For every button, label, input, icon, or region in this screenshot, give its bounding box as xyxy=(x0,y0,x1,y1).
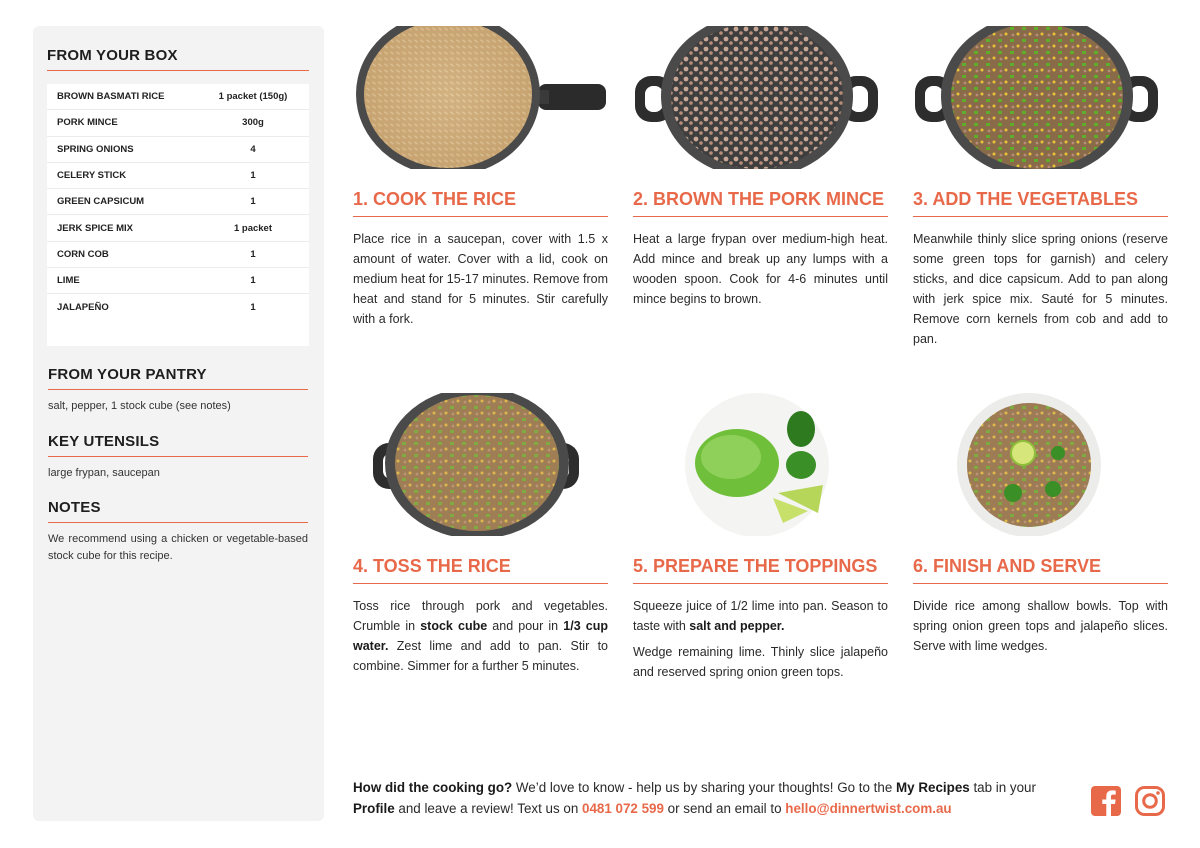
ingredient-row xyxy=(47,110,309,136)
feedback-footer xyxy=(353,778,1073,820)
served-bowl-photo xyxy=(913,393,1168,536)
pantry-heading: FROM YOUR PANTRY xyxy=(48,366,308,390)
ingredient-row xyxy=(47,189,309,215)
ingredient-row xyxy=(47,163,309,189)
feedback-question: How did the cooking go? xyxy=(353,780,513,795)
ingredient-name: LIME xyxy=(57,275,80,287)
step-1-text: Place rice in a saucepan, cover with 1.5 x amount of water. Cover with a lid, cook on medium heat for 15-17 minutes. Remove from heat and stand for 5 minutes. Stir carefully with a fork. xyxy=(353,232,608,326)
facebook-icon[interactable] xyxy=(1090,785,1122,817)
step-1-body xyxy=(353,229,608,329)
ingredient-row xyxy=(47,137,309,163)
from-your-box-heading: FROM YOUR BOX xyxy=(47,47,309,71)
step-2-body xyxy=(633,229,888,309)
ingredient-qty: 4 xyxy=(250,143,256,155)
step-5-salt-pepper: salt and pepper. xyxy=(689,619,785,633)
step-2-title: 2. BROWN THE PORK MINCE xyxy=(633,189,888,217)
vegetables-in-frypan-photo xyxy=(913,26,1168,169)
step-4-title: 4. TOSS THE RICE xyxy=(353,556,608,584)
ingredients-table xyxy=(47,84,309,346)
ingredient-name: JERK SPICE MIX xyxy=(57,222,134,234)
ingredient-name: GREEN CAPSICUM xyxy=(57,196,145,208)
ingredient-row xyxy=(47,268,309,294)
ingredient-row xyxy=(47,215,309,241)
profile-label: Profile xyxy=(353,800,395,816)
ingredient-name: CELERY STICK xyxy=(57,170,127,182)
ingredient-qty: 1 xyxy=(250,196,256,208)
phone-number-link[interactable]: 0481 072 599 xyxy=(582,800,664,816)
step-1 xyxy=(353,26,608,329)
footer-text: tab in your xyxy=(969,780,1036,795)
ingredient-qty: 300g xyxy=(242,117,264,129)
ingredient-qty: 1 xyxy=(250,170,256,182)
footer-text: We’d love to know - help us by sharing your thoughts! Go to the xyxy=(512,780,897,795)
instagram-icon[interactable] xyxy=(1134,785,1166,817)
step-4-text xyxy=(353,596,608,676)
rice-in-saucepan-photo xyxy=(353,26,608,169)
step-6-body xyxy=(913,596,1168,656)
step-5 xyxy=(633,393,888,682)
ingredient-row xyxy=(47,242,309,268)
step-1-title: 1. COOK THE RICE xyxy=(353,189,608,217)
ingredient-name: SPRING ONIONS xyxy=(57,143,134,155)
step-3 xyxy=(913,26,1168,349)
step-3-title: 3. ADD THE VEGETABLES xyxy=(913,189,1168,217)
ingredient-qty: 1 packet (150g) xyxy=(218,91,288,103)
notes-section xyxy=(48,499,308,565)
step-3-text: Meanwhile thinly slice spring onions (reserve some green tops for garnish) and celery sticks, and dice capsicum. Add to pan along with jerk spice mix. Sauté for 5 minutes. Remove corn kernels from cob and add to pan. xyxy=(913,232,1168,346)
step-6-title: 6. FINISH AND SERVE xyxy=(913,556,1168,584)
notes-text: We recommend using a chicken or vegetable-based stock cube for this recipe. xyxy=(48,533,308,563)
step-5-text-part: Squeeze juice of 1/2 lime into pan. Season to taste with xyxy=(633,599,888,633)
step-5-title: 5. PREPARE THE TOPPINGS xyxy=(633,556,888,584)
pantry-text: salt, pepper, 1 stock cube (see notes) xyxy=(48,400,231,412)
toppings-plate-photo xyxy=(633,393,888,536)
step-3-body xyxy=(913,229,1168,349)
step-4-body xyxy=(353,596,608,676)
step-4-text-part: and pour in xyxy=(487,619,564,633)
email-link[interactable]: hello@dinnertwist.com.au xyxy=(785,800,952,816)
step-4-water: 1/3 cup water. xyxy=(353,619,608,653)
utensils-heading: KEY UTENSILS xyxy=(48,433,308,457)
rice-tossed-in-frypan-photo xyxy=(353,393,608,536)
ingredient-qty: 1 xyxy=(250,275,256,287)
step-4 xyxy=(353,393,608,676)
ingredient-qty: 1 packet xyxy=(233,222,273,234)
ingredient-name: CORN COB xyxy=(57,248,109,260)
utensils-text: large frypan, saucepan xyxy=(48,467,160,479)
step-4-text-part: Zest lime and add to pan. Stir to combine. Simmer for a further 5 minutes. xyxy=(353,639,608,673)
step-5-text-2: Wedge remaining lime. Thinly slice jalapeño and reserved spring onion green tops. xyxy=(633,645,888,679)
ingredient-name: BROWN BASMATI RICE xyxy=(57,91,165,103)
step-4-stock-cube: stock cube xyxy=(420,619,488,633)
footer-text: and leave a review! Text us on xyxy=(394,800,583,816)
notes-heading: NOTES xyxy=(48,499,308,523)
ingredient-row xyxy=(47,84,309,110)
mince-in-frypan-photo xyxy=(633,26,888,169)
ingredients-sidebar xyxy=(33,26,324,821)
step-4-text-part: Toss rice through pork and vegetables. Crumble in xyxy=(353,599,608,633)
step-5-text xyxy=(633,596,888,636)
pantry-section xyxy=(48,366,308,415)
step-2 xyxy=(633,26,888,309)
utensils-section xyxy=(48,433,308,482)
ingredient-name: PORK MINCE xyxy=(57,117,118,129)
ingredient-qty: 1 xyxy=(250,302,256,314)
ingredient-name: JALAPEÑO xyxy=(57,302,109,314)
step-5-body xyxy=(633,596,888,682)
ingredient-row xyxy=(47,294,309,320)
step-6-text: Divide rice among shallow bowls. Top with spring onion green tops and jalapeño slices. Serve with lime wedges. xyxy=(913,599,1168,653)
step-6 xyxy=(913,393,1168,656)
ingredient-qty: 1 xyxy=(250,248,256,260)
step-2-text: Heat a large frypan over medium-high heat. Add mince and break up any lumps with a wooden spoon. Cook for 4-6 minutes until mince begins to brown. xyxy=(633,232,888,306)
footer-text: or send an email to xyxy=(663,800,786,816)
my-recipes-label: My Recipes xyxy=(896,780,970,795)
